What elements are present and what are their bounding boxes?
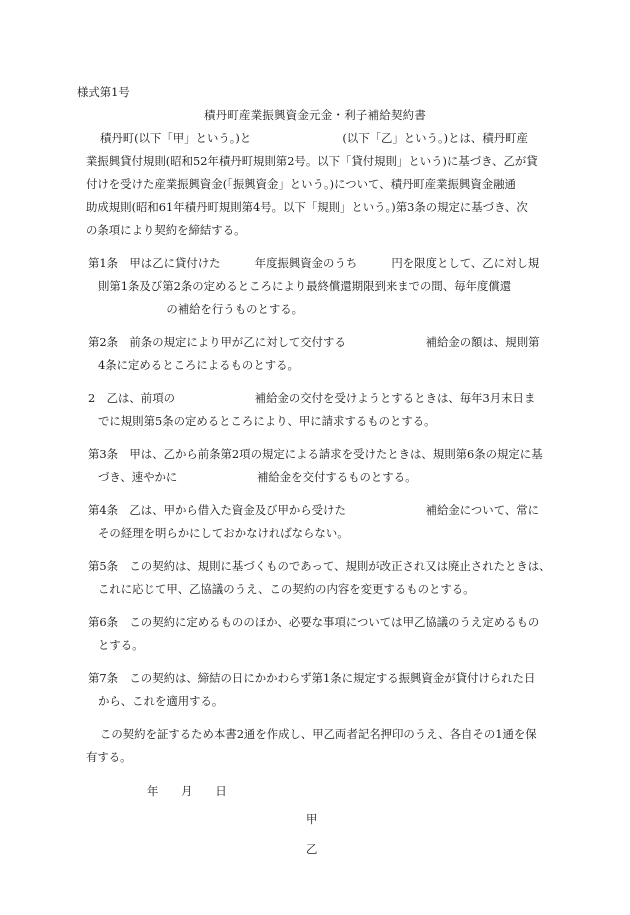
article-line: づき、速やかに 補給金を交付するものとする。 bbox=[98, 470, 417, 484]
article-line: その経理を明らかにしておかなければならない。 bbox=[98, 526, 349, 540]
date-line: 年 月 日 bbox=[147, 784, 227, 798]
article-line: 第3条 甲は、乙から前条第2項の規定による請求を受けたときは、規則第6条の規定に基 bbox=[88, 447, 543, 461]
party-a-label: 甲 bbox=[306, 812, 318, 826]
preamble-line: 積丹町(以下「甲」という。)と (以下「乙」という。)とは、積丹町産 bbox=[100, 131, 528, 145]
article-line: の補給を行うものとする。 bbox=[98, 302, 304, 316]
article-line: これに応じて甲、乙協議のうえ、この契約の内容を変更するものとする。 bbox=[98, 582, 475, 596]
article-line: 4条に定めるところによるものとする。 bbox=[98, 358, 299, 372]
form-number: 様式第1号 bbox=[77, 85, 130, 99]
article-line: 2 乙は、前項の 補給金の交付を受けようとするときは、毎年3月末日ま bbox=[88, 391, 536, 405]
closing-line: この契約を証するため本書2通を作成し、甲乙両者記名押印のうえ、各自その1通を保 bbox=[100, 727, 537, 741]
article-line: 第5条 この契約は、規則に基づくものであって、規則が改正され又は廃止されたときは、 bbox=[88, 559, 551, 573]
article-line: 第7条 この契約は、締結の日にかかわらず第1条に規定する振興資金が貸付けられた日 bbox=[88, 671, 536, 685]
party-b-label: 乙 bbox=[306, 842, 318, 856]
article-line: 則第1条及び第2条の定めるところにより最終償還期限到来までの間、毎年度償還 bbox=[98, 279, 512, 293]
article-line: 第2条 前条の規定により甲が乙に対して交付する 補給金の額は、規則第 bbox=[88, 335, 540, 349]
preamble-line: 付けを受けた産業振興資金(「振興資金」という。)について、積丹町産業振興資金融通 bbox=[86, 177, 516, 191]
closing-line: 有する。 bbox=[86, 750, 132, 764]
article-line: 第4条 乙は、甲から借入た資金及び甲から受けた 補給金について、常に bbox=[88, 503, 540, 517]
article-line: から、これを適用する。 bbox=[98, 694, 224, 708]
preamble-line: の条項により契約を締結する。 bbox=[86, 223, 246, 237]
article-line: 第6条 この契約に定めるもののほか、必要な事項については甲乙協議のうえ定めるもの bbox=[88, 615, 540, 629]
article-line: でに規則第5条の定めるところにより、甲に請求するものとする。 bbox=[98, 414, 436, 428]
preamble-line: 助成規則(昭和61年積丹町規則第4号。以下「規則」という。)第3条の規定に基づき、次 bbox=[86, 200, 528, 214]
article-line: 第1条 甲は乙に貸付けた 年度振興資金のうち 円を限度として、乙に対し規 bbox=[88, 256, 540, 270]
document-title: 積丹町産業振興資金元金・利子補給契約書 bbox=[203, 108, 427, 122]
preamble-line: 業振興貸付規則(昭和52年積丹町規則第2号。以下「貸付規則」という)に基づき、乙が貸 bbox=[86, 154, 538, 168]
article-line: とする。 bbox=[98, 638, 144, 652]
